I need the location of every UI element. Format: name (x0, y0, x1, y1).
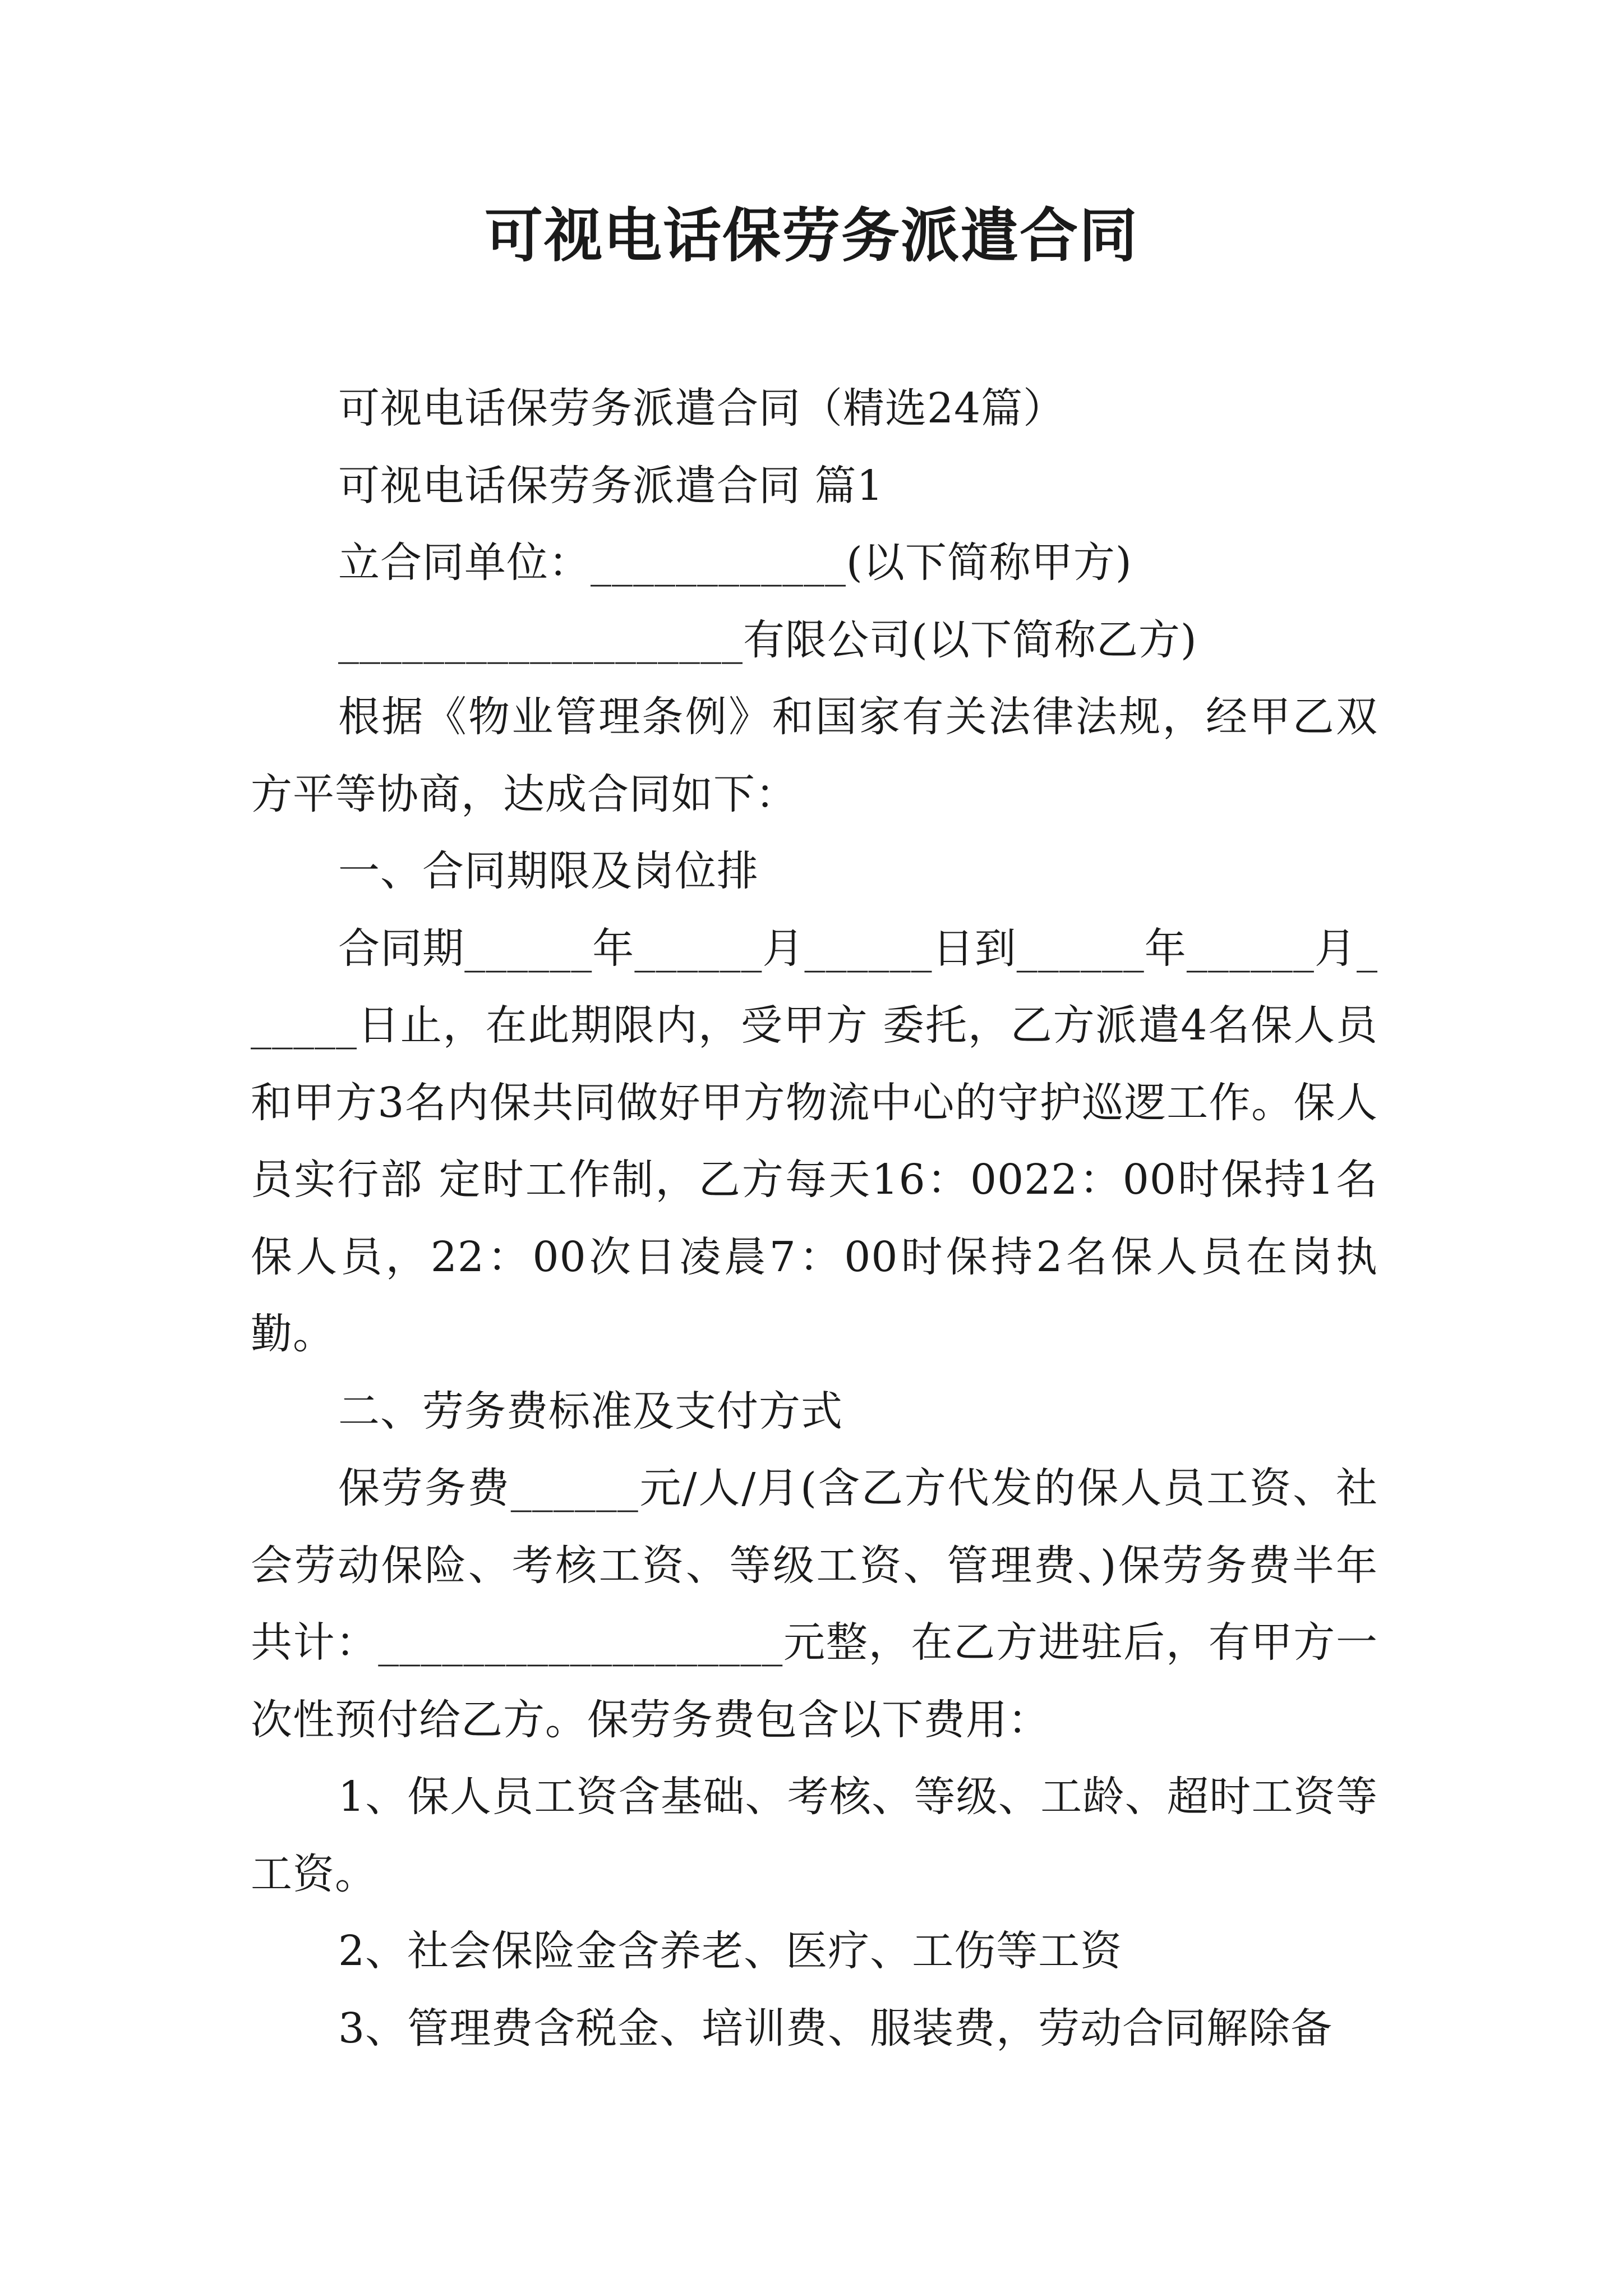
paragraph-heading-2: 二、劳务费标准及支付方式 (338, 1387, 843, 1435)
paragraph-party-b: ___________________有限公司(以下简称乙方) (338, 615, 1197, 664)
paragraph-subtitle: 可视电话保劳务派遣合同（精选24篇） (338, 384, 1066, 432)
paragraph-preamble: 根据《物业管理条例》和国家有关法律法规，经甲乙双方平等协商，达成合同如下： (251, 693, 1378, 818)
paragraph-term: 合同期______年______月______日到______年______月______日止，在此期限内，受甲方 委托，乙方派遣4名保人员和甲方3名内保共同做好甲方物流中心的守护巡逻工作。保人员实行部 定时工作制，乙方每天16：0022：00时保持1名保人员，22：00次日凌晨7：00时保持2名保人员在岗执勤。 (251, 924, 1378, 1358)
paragraph-item-1: 1、保人员工资含基础、考核、等级、工龄、超时工资等工资。 (251, 1773, 1378, 1898)
document-body (251, 370, 1378, 2067)
paragraph-party-a: 立合同单位：____________(以下简称甲方) (338, 539, 1132, 587)
paragraph-item-3: 3、管理费含税金、培训费、服装费，劳动合同解除备 (338, 2004, 1333, 2053)
paragraph-heading-1: 一、合同期限及岗位排 (338, 847, 759, 895)
paragraph-section-heading: 可视电话保劳务派遣合同 篇1 (338, 461, 884, 510)
document-title: 可视电话保劳务派遣合同 (484, 201, 1138, 270)
paragraph-fee: 保劳务费______元/人/月(含乙方代发的保人员工资、社会劳动保险、考核工资、等级工资、管理费、)保劳务费半年共计：___________________元整，在乙方进驻后，有甲方一次性预付给乙方。保劳务费包含以下费用： (251, 1464, 1378, 1744)
paragraph-item-2: 2、社会保险金含养老、医疗、工伤等工资 (338, 1927, 1123, 1975)
